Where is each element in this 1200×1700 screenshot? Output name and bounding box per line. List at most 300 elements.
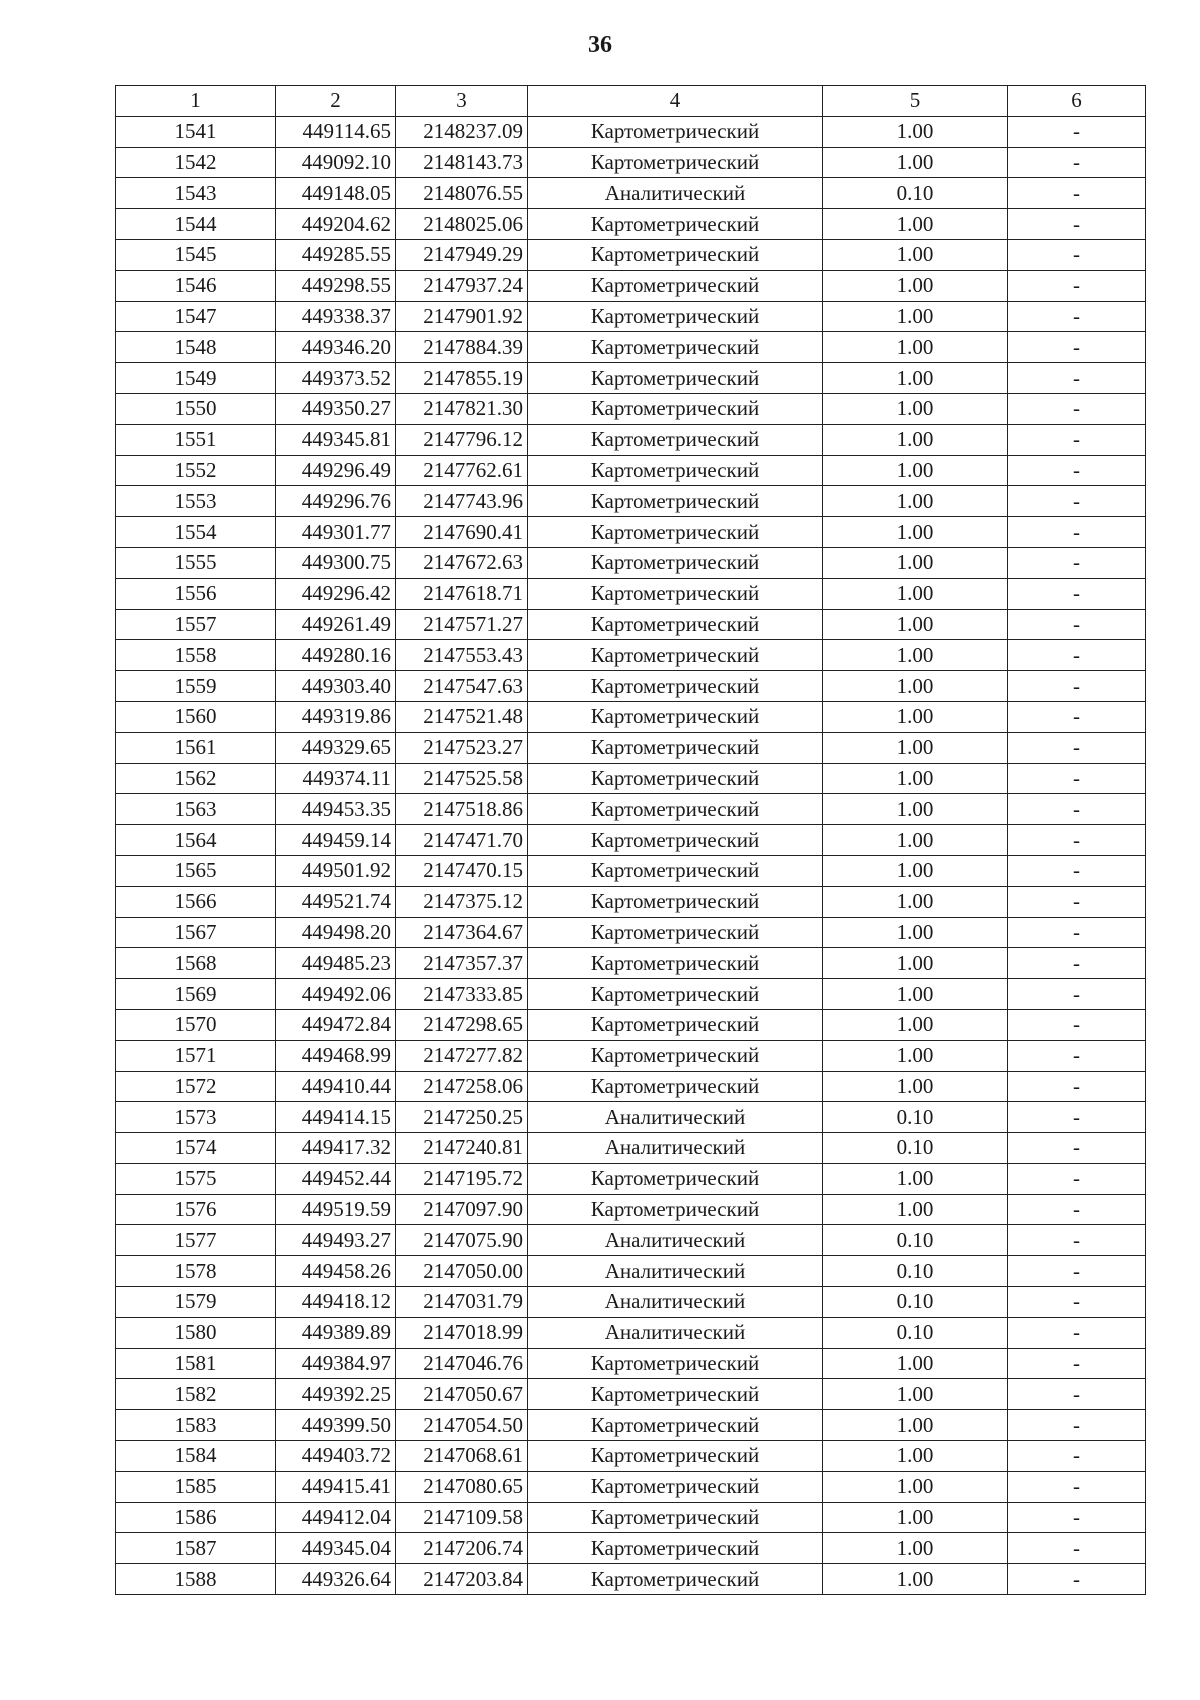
description-cell: - xyxy=(1008,917,1146,948)
point-number-cell: 1576 xyxy=(116,1194,276,1225)
y-coordinate-cell: 2147075.90 xyxy=(396,1225,528,1256)
accuracy-cell: 1.00 xyxy=(823,886,1008,917)
table-row xyxy=(116,363,1146,394)
method-cell: Картометрический xyxy=(528,825,823,856)
y-coordinate-cell: 2147521.48 xyxy=(396,701,528,732)
method-cell: Картометрический xyxy=(528,763,823,794)
header-cell-6: 6 xyxy=(1008,86,1146,117)
description-cell: - xyxy=(1008,1102,1146,1133)
table-row xyxy=(116,948,1146,979)
y-coordinate-cell: 2148143.73 xyxy=(396,147,528,178)
accuracy-cell: 1.00 xyxy=(823,1379,1008,1410)
method-cell: Картометрический xyxy=(528,332,823,363)
point-number-cell: 1545 xyxy=(116,239,276,270)
point-number-cell: 1564 xyxy=(116,825,276,856)
table-row xyxy=(116,301,1146,332)
accuracy-cell: 1.00 xyxy=(823,455,1008,486)
table-row xyxy=(116,1379,1146,1410)
description-cell: - xyxy=(1008,486,1146,517)
method-cell: Аналитический xyxy=(528,1225,823,1256)
accuracy-cell: 1.00 xyxy=(823,363,1008,394)
method-cell: Картометрический xyxy=(528,424,823,455)
table-row xyxy=(116,1564,1146,1595)
point-number-cell: 1574 xyxy=(116,1133,276,1164)
description-cell: - xyxy=(1008,301,1146,332)
point-number-cell: 1573 xyxy=(116,1102,276,1133)
x-coordinate-cell: 449326.64 xyxy=(276,1564,396,1595)
table-row xyxy=(116,1225,1146,1256)
table-row xyxy=(116,855,1146,886)
point-number-cell: 1552 xyxy=(116,455,276,486)
y-coordinate-cell: 2147901.92 xyxy=(396,301,528,332)
y-coordinate-cell: 2147470.15 xyxy=(396,855,528,886)
point-number-cell: 1556 xyxy=(116,578,276,609)
accuracy-cell: 1.00 xyxy=(823,147,1008,178)
table-row xyxy=(116,1256,1146,1287)
method-cell: Картометрический xyxy=(528,455,823,486)
accuracy-cell: 1.00 xyxy=(823,270,1008,301)
method-cell: Аналитический xyxy=(528,178,823,209)
accuracy-cell: 1.00 xyxy=(823,671,1008,702)
description-cell: - xyxy=(1008,609,1146,640)
accuracy-cell: 1.00 xyxy=(823,424,1008,455)
accuracy-cell: 1.00 xyxy=(823,825,1008,856)
description-cell: - xyxy=(1008,1163,1146,1194)
x-coordinate-cell: 449519.59 xyxy=(276,1194,396,1225)
table-row xyxy=(116,732,1146,763)
x-coordinate-cell: 449384.97 xyxy=(276,1348,396,1379)
table-row xyxy=(116,547,1146,578)
point-number-cell: 1567 xyxy=(116,917,276,948)
x-coordinate-cell: 449403.72 xyxy=(276,1441,396,1472)
point-number-cell: 1551 xyxy=(116,424,276,455)
method-cell: Картометрический xyxy=(528,301,823,332)
table-row xyxy=(116,825,1146,856)
method-cell: Картометрический xyxy=(528,1471,823,1502)
method-cell: Картометрический xyxy=(528,609,823,640)
point-number-cell: 1554 xyxy=(116,517,276,548)
method-cell: Аналитический xyxy=(528,1256,823,1287)
table-row xyxy=(116,1410,1146,1441)
method-cell: Картометрический xyxy=(528,1564,823,1595)
method-cell: Аналитический xyxy=(528,1102,823,1133)
y-coordinate-cell: 2147762.61 xyxy=(396,455,528,486)
description-cell: - xyxy=(1008,948,1146,979)
method-cell: Картометрический xyxy=(528,547,823,578)
method-cell: Аналитический xyxy=(528,1287,823,1318)
description-cell: - xyxy=(1008,1071,1146,1102)
y-coordinate-cell: 2147109.58 xyxy=(396,1502,528,1533)
table-row xyxy=(116,455,1146,486)
y-coordinate-cell: 2147240.81 xyxy=(396,1133,528,1164)
x-coordinate-cell: 449492.06 xyxy=(276,979,396,1010)
point-number-cell: 1557 xyxy=(116,609,276,640)
point-number-cell: 1585 xyxy=(116,1471,276,1502)
point-number-cell: 1578 xyxy=(116,1256,276,1287)
y-coordinate-cell: 2147046.76 xyxy=(396,1348,528,1379)
header-cell-2: 2 xyxy=(276,86,396,117)
y-coordinate-cell: 2148237.09 xyxy=(396,116,528,147)
table-row xyxy=(116,1040,1146,1071)
point-number-cell: 1566 xyxy=(116,886,276,917)
method-cell: Картометрический xyxy=(528,393,823,424)
y-coordinate-cell: 2147364.67 xyxy=(396,917,528,948)
method-cell: Картометрический xyxy=(528,1194,823,1225)
table-row xyxy=(116,393,1146,424)
description-cell: - xyxy=(1008,363,1146,394)
point-number-cell: 1541 xyxy=(116,116,276,147)
method-cell: Картометрический xyxy=(528,1441,823,1472)
table-row xyxy=(116,763,1146,794)
accuracy-cell: 0.10 xyxy=(823,1133,1008,1164)
coordinates-table xyxy=(115,85,1146,1595)
point-number-cell: 1580 xyxy=(116,1317,276,1348)
method-cell: Картометрический xyxy=(528,1040,823,1071)
description-cell: - xyxy=(1008,1533,1146,1564)
accuracy-cell: 1.00 xyxy=(823,1441,1008,1472)
accuracy-cell: 1.00 xyxy=(823,917,1008,948)
accuracy-cell: 1.00 xyxy=(823,393,1008,424)
table-header xyxy=(116,86,1146,117)
table-row xyxy=(116,486,1146,517)
description-cell: - xyxy=(1008,393,1146,424)
point-number-cell: 1549 xyxy=(116,363,276,394)
x-coordinate-cell: 449392.25 xyxy=(276,1379,396,1410)
description-cell: - xyxy=(1008,763,1146,794)
table-row xyxy=(116,1194,1146,1225)
point-number-cell: 1569 xyxy=(116,979,276,1010)
point-number-cell: 1555 xyxy=(116,547,276,578)
y-coordinate-cell: 2147855.19 xyxy=(396,363,528,394)
point-number-cell: 1572 xyxy=(116,1071,276,1102)
x-coordinate-cell: 449345.04 xyxy=(276,1533,396,1564)
method-cell: Картометрический xyxy=(528,671,823,702)
accuracy-cell: 0.10 xyxy=(823,1102,1008,1133)
method-cell: Картометрический xyxy=(528,794,823,825)
accuracy-cell: 1.00 xyxy=(823,1163,1008,1194)
accuracy-cell: 1.00 xyxy=(823,1009,1008,1040)
table-row xyxy=(116,1287,1146,1318)
table-row xyxy=(116,1009,1146,1040)
table-row xyxy=(116,671,1146,702)
table-row xyxy=(116,270,1146,301)
table-row xyxy=(116,424,1146,455)
x-coordinate-cell: 449521.74 xyxy=(276,886,396,917)
point-number-cell: 1565 xyxy=(116,855,276,886)
method-cell: Картометрический xyxy=(528,517,823,548)
y-coordinate-cell: 2147743.96 xyxy=(396,486,528,517)
y-coordinate-cell: 2147258.06 xyxy=(396,1071,528,1102)
x-coordinate-cell: 449414.15 xyxy=(276,1102,396,1133)
x-coordinate-cell: 449410.44 xyxy=(276,1071,396,1102)
method-cell: Картометрический xyxy=(528,239,823,270)
table-row xyxy=(116,1102,1146,1133)
point-number-cell: 1568 xyxy=(116,948,276,979)
table-row xyxy=(116,239,1146,270)
y-coordinate-cell: 2147018.99 xyxy=(396,1317,528,1348)
accuracy-cell: 0.10 xyxy=(823,1225,1008,1256)
table-row xyxy=(116,794,1146,825)
point-number-cell: 1584 xyxy=(116,1441,276,1472)
accuracy-cell: 1.00 xyxy=(823,517,1008,548)
description-cell: - xyxy=(1008,1040,1146,1071)
accuracy-cell: 1.00 xyxy=(823,301,1008,332)
x-coordinate-cell: 449458.26 xyxy=(276,1256,396,1287)
description-cell: - xyxy=(1008,1194,1146,1225)
point-number-cell: 1543 xyxy=(116,178,276,209)
method-cell: Картометрический xyxy=(528,1502,823,1533)
y-coordinate-cell: 2147298.65 xyxy=(396,1009,528,1040)
description-cell: - xyxy=(1008,1256,1146,1287)
x-coordinate-cell: 449453.35 xyxy=(276,794,396,825)
y-coordinate-cell: 2147097.90 xyxy=(396,1194,528,1225)
table-row xyxy=(116,1533,1146,1564)
x-coordinate-cell: 449498.20 xyxy=(276,917,396,948)
header-cell-1: 1 xyxy=(116,86,276,117)
y-coordinate-cell: 2147050.00 xyxy=(396,1256,528,1287)
x-coordinate-cell: 449472.84 xyxy=(276,1009,396,1040)
description-cell: - xyxy=(1008,855,1146,886)
accuracy-cell: 1.00 xyxy=(823,763,1008,794)
method-cell: Картометрический xyxy=(528,1071,823,1102)
accuracy-cell: 1.00 xyxy=(823,578,1008,609)
x-coordinate-cell: 449374.11 xyxy=(276,763,396,794)
accuracy-cell: 1.00 xyxy=(823,547,1008,578)
y-coordinate-cell: 2147690.41 xyxy=(396,517,528,548)
x-coordinate-cell: 449346.20 xyxy=(276,332,396,363)
point-number-cell: 1587 xyxy=(116,1533,276,1564)
description-cell: - xyxy=(1008,209,1146,240)
table-row xyxy=(116,578,1146,609)
accuracy-cell: 1.00 xyxy=(823,640,1008,671)
table-row xyxy=(116,1163,1146,1194)
description-cell: - xyxy=(1008,239,1146,270)
method-cell: Картометрический xyxy=(528,209,823,240)
point-number-cell: 1553 xyxy=(116,486,276,517)
y-coordinate-cell: 2147553.43 xyxy=(396,640,528,671)
method-cell: Картометрический xyxy=(528,116,823,147)
method-cell: Картометрический xyxy=(528,486,823,517)
description-cell: - xyxy=(1008,578,1146,609)
table-row xyxy=(116,209,1146,240)
description-cell: - xyxy=(1008,671,1146,702)
x-coordinate-cell: 449345.81 xyxy=(276,424,396,455)
y-coordinate-cell: 2147571.27 xyxy=(396,609,528,640)
accuracy-cell: 1.00 xyxy=(823,979,1008,1010)
description-cell: - xyxy=(1008,270,1146,301)
method-cell: Картометрический xyxy=(528,1410,823,1441)
accuracy-cell: 0.10 xyxy=(823,178,1008,209)
point-number-cell: 1550 xyxy=(116,393,276,424)
description-cell: - xyxy=(1008,1410,1146,1441)
accuracy-cell: 1.00 xyxy=(823,1194,1008,1225)
description-cell: - xyxy=(1008,979,1146,1010)
accuracy-cell: 1.00 xyxy=(823,1071,1008,1102)
method-cell: Картометрический xyxy=(528,363,823,394)
x-coordinate-cell: 449092.10 xyxy=(276,147,396,178)
point-number-cell: 1577 xyxy=(116,1225,276,1256)
y-coordinate-cell: 2147518.86 xyxy=(396,794,528,825)
table-row xyxy=(116,640,1146,671)
header-cell-5: 5 xyxy=(823,86,1008,117)
x-coordinate-cell: 449296.76 xyxy=(276,486,396,517)
accuracy-cell: 1.00 xyxy=(823,1410,1008,1441)
method-cell: Картометрический xyxy=(528,1533,823,1564)
header-cell-4: 4 xyxy=(528,86,823,117)
accuracy-cell: 1.00 xyxy=(823,209,1008,240)
y-coordinate-cell: 2147250.25 xyxy=(396,1102,528,1133)
description-cell: - xyxy=(1008,424,1146,455)
accuracy-cell: 1.00 xyxy=(823,239,1008,270)
x-coordinate-cell: 449261.49 xyxy=(276,609,396,640)
accuracy-cell: 1.00 xyxy=(823,116,1008,147)
description-cell: - xyxy=(1008,1441,1146,1472)
description-cell: - xyxy=(1008,455,1146,486)
page-number: 36 xyxy=(588,32,612,58)
y-coordinate-cell: 2147525.58 xyxy=(396,763,528,794)
y-coordinate-cell: 2147523.27 xyxy=(396,732,528,763)
description-cell: - xyxy=(1008,1348,1146,1379)
x-coordinate-cell: 449300.75 xyxy=(276,547,396,578)
table-row xyxy=(116,1317,1146,1348)
y-coordinate-cell: 2147080.65 xyxy=(396,1471,528,1502)
method-cell: Картометрический xyxy=(528,1009,823,1040)
y-coordinate-cell: 2147054.50 xyxy=(396,1410,528,1441)
point-number-cell: 1561 xyxy=(116,732,276,763)
y-coordinate-cell: 2147206.74 xyxy=(396,1533,528,1564)
method-cell: Картометрический xyxy=(528,1379,823,1410)
method-cell: Картометрический xyxy=(528,701,823,732)
point-number-cell: 1544 xyxy=(116,209,276,240)
method-cell: Картометрический xyxy=(528,147,823,178)
point-number-cell: 1548 xyxy=(116,332,276,363)
method-cell: Картометрический xyxy=(528,979,823,1010)
description-cell: - xyxy=(1008,640,1146,671)
x-coordinate-cell: 449373.52 xyxy=(276,363,396,394)
accuracy-cell: 0.10 xyxy=(823,1287,1008,1318)
table-row xyxy=(116,116,1146,147)
point-number-cell: 1560 xyxy=(116,701,276,732)
x-coordinate-cell: 449280.16 xyxy=(276,640,396,671)
point-number-cell: 1586 xyxy=(116,1502,276,1533)
accuracy-cell: 1.00 xyxy=(823,1471,1008,1502)
table-row xyxy=(116,979,1146,1010)
point-number-cell: 1547 xyxy=(116,301,276,332)
method-cell: Картометрический xyxy=(528,732,823,763)
method-cell: Картометрический xyxy=(528,886,823,917)
y-coordinate-cell: 2147333.85 xyxy=(396,979,528,1010)
description-cell: - xyxy=(1008,701,1146,732)
point-number-cell: 1542 xyxy=(116,147,276,178)
y-coordinate-cell: 2147937.24 xyxy=(396,270,528,301)
x-coordinate-cell: 449493.27 xyxy=(276,1225,396,1256)
table-row xyxy=(116,1441,1146,1472)
x-coordinate-cell: 449418.12 xyxy=(276,1287,396,1318)
method-cell: Аналитический xyxy=(528,1317,823,1348)
accuracy-cell: 1.00 xyxy=(823,948,1008,979)
y-coordinate-cell: 2147796.12 xyxy=(396,424,528,455)
x-coordinate-cell: 449285.55 xyxy=(276,239,396,270)
method-cell: Картометрический xyxy=(528,640,823,671)
y-coordinate-cell: 2147471.70 xyxy=(396,825,528,856)
description-cell: - xyxy=(1008,332,1146,363)
method-cell: Картометрический xyxy=(528,948,823,979)
table-row xyxy=(116,609,1146,640)
x-coordinate-cell: 449329.65 xyxy=(276,732,396,763)
x-coordinate-cell: 449468.99 xyxy=(276,1040,396,1071)
x-coordinate-cell: 449415.41 xyxy=(276,1471,396,1502)
accuracy-cell: 1.00 xyxy=(823,486,1008,517)
accuracy-cell: 0.10 xyxy=(823,1256,1008,1287)
point-number-cell: 1559 xyxy=(116,671,276,702)
point-number-cell: 1583 xyxy=(116,1410,276,1441)
x-coordinate-cell: 449296.42 xyxy=(276,578,396,609)
table-row xyxy=(116,517,1146,548)
description-cell: - xyxy=(1008,886,1146,917)
y-coordinate-cell: 2147203.84 xyxy=(396,1564,528,1595)
y-coordinate-cell: 2147357.37 xyxy=(396,948,528,979)
accuracy-cell: 1.00 xyxy=(823,1502,1008,1533)
description-cell: - xyxy=(1008,178,1146,209)
accuracy-cell: 0.10 xyxy=(823,1317,1008,1348)
description-cell: - xyxy=(1008,1287,1146,1318)
y-coordinate-cell: 2147618.71 xyxy=(396,578,528,609)
header-row xyxy=(116,86,1146,117)
y-coordinate-cell: 2147375.12 xyxy=(396,886,528,917)
x-coordinate-cell: 449452.44 xyxy=(276,1163,396,1194)
point-number-cell: 1571 xyxy=(116,1040,276,1071)
description-cell: - xyxy=(1008,1564,1146,1595)
table-row xyxy=(116,1133,1146,1164)
description-cell: - xyxy=(1008,1133,1146,1164)
x-coordinate-cell: 449417.32 xyxy=(276,1133,396,1164)
y-coordinate-cell: 2147277.82 xyxy=(396,1040,528,1071)
x-coordinate-cell: 449298.55 xyxy=(276,270,396,301)
description-cell: - xyxy=(1008,1502,1146,1533)
table-row xyxy=(116,147,1146,178)
point-number-cell: 1581 xyxy=(116,1348,276,1379)
point-number-cell: 1570 xyxy=(116,1009,276,1040)
point-number-cell: 1558 xyxy=(116,640,276,671)
y-coordinate-cell: 2147031.79 xyxy=(396,1287,528,1318)
method-cell: Картометрический xyxy=(528,1348,823,1379)
x-coordinate-cell: 449148.05 xyxy=(276,178,396,209)
point-number-cell: 1588 xyxy=(116,1564,276,1595)
accuracy-cell: 1.00 xyxy=(823,855,1008,886)
method-cell: Картометрический xyxy=(528,578,823,609)
description-cell: - xyxy=(1008,1317,1146,1348)
table-row xyxy=(116,332,1146,363)
y-coordinate-cell: 2147195.72 xyxy=(396,1163,528,1194)
accuracy-cell: 1.00 xyxy=(823,1564,1008,1595)
x-coordinate-cell: 449350.27 xyxy=(276,393,396,424)
table-body xyxy=(116,116,1146,1594)
y-coordinate-cell: 2147884.39 xyxy=(396,332,528,363)
description-cell: - xyxy=(1008,547,1146,578)
x-coordinate-cell: 449399.50 xyxy=(276,1410,396,1441)
description-cell: - xyxy=(1008,1225,1146,1256)
x-coordinate-cell: 449412.04 xyxy=(276,1502,396,1533)
x-coordinate-cell: 449204.62 xyxy=(276,209,396,240)
table-row xyxy=(116,701,1146,732)
table-row xyxy=(116,1348,1146,1379)
method-cell: Картометрический xyxy=(528,855,823,886)
description-cell: - xyxy=(1008,116,1146,147)
accuracy-cell: 1.00 xyxy=(823,609,1008,640)
x-coordinate-cell: 449114.65 xyxy=(276,116,396,147)
y-coordinate-cell: 2147050.67 xyxy=(396,1379,528,1410)
y-coordinate-cell: 2148076.55 xyxy=(396,178,528,209)
